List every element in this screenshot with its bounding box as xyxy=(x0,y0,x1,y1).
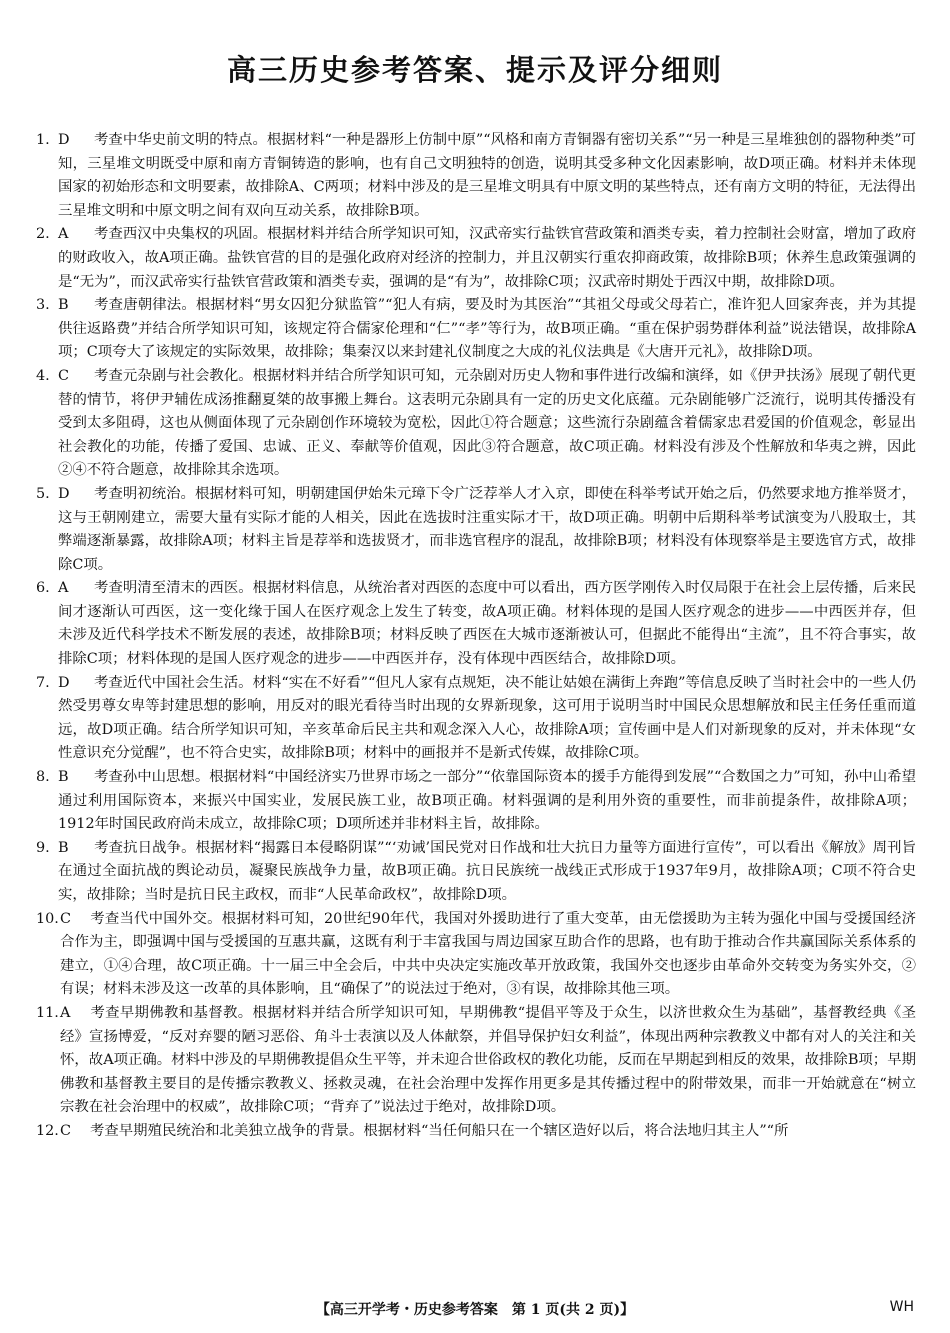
answer-item-5 xyxy=(36,483,916,577)
answer-item-4 xyxy=(36,365,916,483)
answer-explanation: 考查抗日战争。根据材料“揭露日本侵略阴谋”“‘劝诫’国民党对日作战和壮大抗日力量等方面进行宣传”，可以看出《解放》周刊旨在通过全面抗战的舆论动员，凝聚民族战争力量，故B项正确。抗日民族统一战线正式形成于1937年9月，故排除A项；C项不符合史实，故排除；当时是抗日民主政权，而非“人民革命政权”，故排除D项。 xyxy=(58,839,916,903)
answer-item-10 xyxy=(36,908,916,1002)
answer-explanation: 考查当代中国外交。根据材料可知，20世纪90年代，我国对外援助进行了重大变革，由无偿援助为主转为强化中国与受援国经济合作为主，即强调中国与受援国的互惠共赢，这既有利于丰富我国与周边国家互助合作的思路，也有助于推动合作共赢国际关系体系的建立，①④合理，故C项正确。十一届三中全会后，中共中央决定实施改革开放政策，我国外交也逐步由革命外交转变为务实外交，②有误；材料未涉及这一改革的具体影响，且“确保了”的说法过于绝对，③有误，故排除其他三项。 xyxy=(60,910,916,998)
answer-explanation: 考查早期佛教和基督教。根据材料并结合所学知识可知，早期佛教“提倡平等及于众生，以济世救众生为基础”，基督教经典《圣经》宣扬博爱，“反对弃婴的陋习恶俗、角斗士表演以及人体献祭，并倡导保护妇女利益”，体现出两种宗教教义中都有对人的关注和关怀，故A项正确。材料中涉及的早期佛教提倡众生平等，并未迎合世俗政权的教化功能，反而在早期起到相反的效果，故排除B项；早期佛教和基督教主要目的是传播宗教教义、拯救灵魂，在社会治理中发挥作用更多是其传播过程中的附带效果，而非一开始就意在“树立宗教在社会治理中的权威”，故排除C项；“背弃了”说法过于绝对，故排除D项。 xyxy=(60,1004,916,1116)
answer-explanation: 考查明初统治。根据材料可知，明朝建国伊始朱元璋下令广泛荐举人才入京，即使在科举考试开始之后，仍然要求地方推举贤才，这与王朝刚建立，需要大量有实际才能的人相关，因此在选拔时注重实际才干，故D项正确。明朝中后期科举考试演变为八股取士，其弊端逐渐暴露，故排除A项；材料主旨是荐举和选拔贤才，而非选官程序的混乱，故排除B项；材料没有体现察举是主要选官方式，故排除C项。 xyxy=(58,485,916,573)
answer-item-11 xyxy=(36,1002,916,1120)
answer-item-2 xyxy=(36,223,916,294)
answer-item-8 xyxy=(36,766,916,837)
answer-explanation: 考查早期殖民统治和北美独立战争的背景。根据材料“当任何船只在一个辖区造好以后，将合法地归其主人”“所 xyxy=(90,1122,789,1139)
answer-number: 11. xyxy=(36,1004,59,1021)
answer-number: 10. xyxy=(36,910,59,927)
answer-number: 4. xyxy=(36,367,50,384)
answer-number: 1. xyxy=(36,132,50,148)
answer-number: 9. xyxy=(36,839,50,856)
answer-number: 7. xyxy=(36,674,50,691)
answer-number: 12. xyxy=(36,1122,59,1139)
answer-number: 3. xyxy=(36,297,50,314)
answer-number: 6. xyxy=(36,580,50,597)
answer-option: D xyxy=(58,132,70,148)
answer-explanation: 考查西汉中央集权的巩固。根据材料并结合所学知识可知，汉武帝实行盐铁官营政策和酒类专卖，着力控制社会财富，增加了政府的财政收入，故A项正确。盐铁官营的目的是强化政府对经济的控制力，并且汉朝实行重农抑商政策，故排除B项；休养生息政策强调的是“无为”，而汉武帝实行盐铁官营政策和酒类专卖，强调的是“有为”，故排除C项；汉武帝时期处于西汉中期，故排除D项。 xyxy=(58,226,916,290)
answer-number: 5. xyxy=(36,485,50,502)
answer-option: A xyxy=(60,1004,71,1021)
answer-option: C xyxy=(60,1122,72,1139)
answer-option: D xyxy=(58,674,70,691)
page-footer xyxy=(0,1299,950,1321)
answer-item-9 xyxy=(36,837,916,908)
answer-option: B xyxy=(58,839,69,856)
answer-number: 2. xyxy=(36,226,50,243)
answer-item-1 xyxy=(36,129,916,223)
answer-explanation: 考查元杂剧与社会教化。根据材料并结合所学知识可知，元杂剧对历史人物和事件进行改编和演绎，如《伊尹扶汤》展现了朝代更替的情节，将伊尹辅佐成汤推翻夏桀的故事搬上舞台。这表明元杂剧具有一定的历史文化底蕴。元杂剧能够广泛流行，说明其传播没有受到太多阻碍，这也从侧面体现了元杂剧创作环境较为宽松，因此①符合题意；这些流行杂剧蕴含着儒家忠君爱国的价值观念，彰显出社会教化的功能，传播了爱国、忠诚、正义、奉献等价值观，因此③符合题意，故C项正确。材料没有涉及个性解放和华夷之辨，因此②④不符合题意，故排除其余选项。 xyxy=(58,367,916,479)
answer-explanation: 考查近代中国社会生活。材料“实在不好看”“但凡人家有点规矩，决不能让姑娘在满街上奔跑”等信息反映了当时社会中的一些人仍然受男尊女卑等封建思想的影响，用反对的眼光看待当时出现的女界新现象，这可用于说明当时中国民众思想解放和民主任务任重而道远，故D项正确。结合所学知识可知，辛亥革命后民主共和观念深入人心，故排除A项；宣传画中是人们对新现象的反对，并未体现“女性意识充分觉醒”，也不符合史实，故排除B项；材料中的画报并不是新式传媒，故排除C项。 xyxy=(58,674,916,762)
answer-explanation: 考查中华史前文明的特点。根据材料“一种是器形上仿制中原”“风格和南方青铜器有密切关系”“另一种是三星堆独创的器物种类”可知，三星堆文明既受中原和南方青铜铸造的影响，也有自己文明独特的创造，说明其受多种文化因素影响，故D项正确。材料并未体现国家的初始形态和文明要素，故排除A、C两项；材料中涉及的是三星堆文明具有中原文明的某些特点，还有南方文明的特征，无法得出三星堆文明和中原文明之间有双向互动关系，故排除B项。 xyxy=(58,132,916,219)
answer-option: C xyxy=(60,910,72,927)
footer-code: WH xyxy=(889,1299,914,1315)
answer-list xyxy=(36,129,916,1144)
footer-page-info: 【高三开学考・历史参考答案 第 1 页(共 2 页)】 xyxy=(315,1302,635,1318)
answer-item-3 xyxy=(36,294,916,365)
answer-option: A xyxy=(58,580,69,597)
answer-item-7 xyxy=(36,672,916,766)
answer-explanation: 考查明清至清末的西医。根据材料信息，从统治者对西医的态度中可以看出，西方医学刚传入时仅局限于在社会上层传播，后来民间才逐渐认可西医，这一变化缘于国人在医疗观念上发生了转变，故A项正确。材料体现的是国人医疗观念的进步——中西医并存，但未涉及近代科学技术不断发展的表述，故排除B项；材料反映了西医在大城市逐渐被认可，但据此不能得出“主流”，且不符合事实，故排除C项；材料体现的是国人医疗观念的进步——中西医并存，没有体现中西医结合，故排除D项。 xyxy=(58,580,916,668)
answer-item-6 xyxy=(36,577,916,671)
answer-option: B xyxy=(58,297,69,314)
answer-option: C xyxy=(58,367,70,384)
page-title: 高三历史参考答案、提示及评分细则 xyxy=(226,53,723,87)
answer-explanation: 考查唐朝律法。根据材料“男女囚犯分狱监管”“犯人有病，要及时为其医治”“其祖父母或父母若亡，准许犯人回家奔丧，并为其提供往返路费”并结合所学知识可知，该规定符合儒家伦理和“仁”“孝”等行为，故B项正确。“重在保护弱势群体利益”说法错误，故排除A项；C项夸大了该规定的实际效果，故排除；集秦汉以来封建礼仪制度之大成的礼仪法典是《大唐开元礼》，故排除D项。 xyxy=(58,297,916,361)
answer-option: D xyxy=(58,485,70,502)
answer-option: A xyxy=(58,226,69,243)
answer-option: B xyxy=(58,769,69,786)
answer-explanation: 考查孙中山思想。根据材料“中国经济实乃世界市场之一部分”“依靠国际资本的援手方能得到发展”“合数国之力”可知，孙中山希望通过利用国际资本，来振兴中国实业，发展民族工业，故B项正确。材料强调的是利用外资的重要性，而非前提条件，故排除A项；1912年时国民政府尚未成立，故排除C项；D项所述并非材料主旨，故排除。 xyxy=(58,769,916,833)
answer-item-12 xyxy=(36,1120,916,1144)
answer-number: 8. xyxy=(36,769,50,786)
